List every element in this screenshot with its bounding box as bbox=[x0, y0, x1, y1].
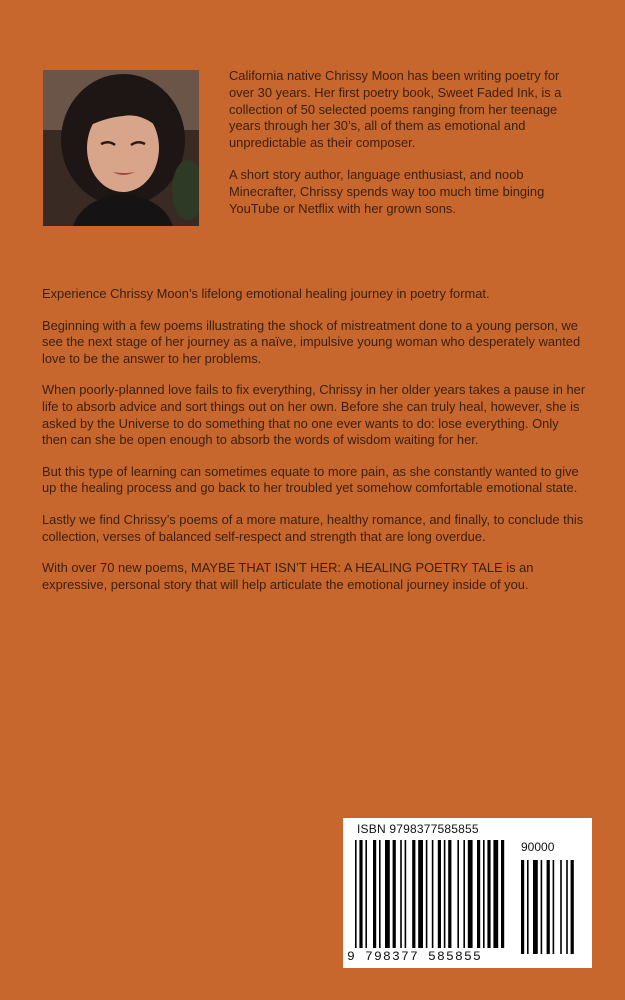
bio-paragraph: California native Chrissy Moon has been writing poetry for over 30 years. Her first poetry book, Sweet Faded Ink, is a collection of 50 selected poems ranging from her teenage years through her 30’s, all of them as emotional and unpredictable as their composer. bbox=[229, 68, 562, 151]
isbn-label: ISBN 9798377585855 bbox=[357, 822, 479, 836]
description-paragraph: Lastly we find Chrissy’s poems of a more mature, healthy romance, and finally, to conclude this collection, verses of balanced self-respect and strength that are long overdue. bbox=[42, 511, 584, 544]
description-paragraph: When poorly-planned love fails to fix everything, Chrissy in her older years takes a pause in her life to absorb advice and sort things out on her own. Before she can truly heal, however, she is asked by the Universe to do something that no one ever wants to do: lose everything. Only then can she be open enough to absorb the words of wisdom waiting for her. bbox=[42, 382, 586, 448]
author-bio bbox=[229, 68, 579, 232]
ean-digits: 9 798377 585855 bbox=[347, 949, 483, 964]
price-code: 90000 bbox=[521, 840, 555, 854]
book-description bbox=[42, 286, 587, 608]
description-paragraph: Experience Chrissy Moon’s lifelong emotional healing journey in poetry format. bbox=[42, 286, 490, 301]
barcode-bars bbox=[355, 840, 581, 956]
description-paragraph: But this type of learning can sometimes equate to more pain, as she constantly wanted to give up the healing process and go back to her troubled yet somehow comfortable emotional state. bbox=[42, 463, 579, 496]
author-photo bbox=[43, 70, 199, 226]
description-paragraph: With over 70 new poems, MAYBE THAT ISN’T HER: A HEALING POETRY TALE is an expressive, personal story that will help articulate the emotional journey inside of you. bbox=[42, 560, 534, 592]
isbn-barcode bbox=[343, 818, 592, 968]
bio-paragraph: A short story author, language enthusiast, and noob Minecrafter, Chrissy spends way too much time binging YouTube or Netflix with her grown sons. bbox=[229, 166, 545, 216]
description-paragraph: Beginning with a few poems illustrating the shock of mistreatment done to a young person, we see the next stage of her journey as a naïve, impulsive young woman who desperately wanted love to be the answer to her problems. bbox=[42, 317, 581, 366]
